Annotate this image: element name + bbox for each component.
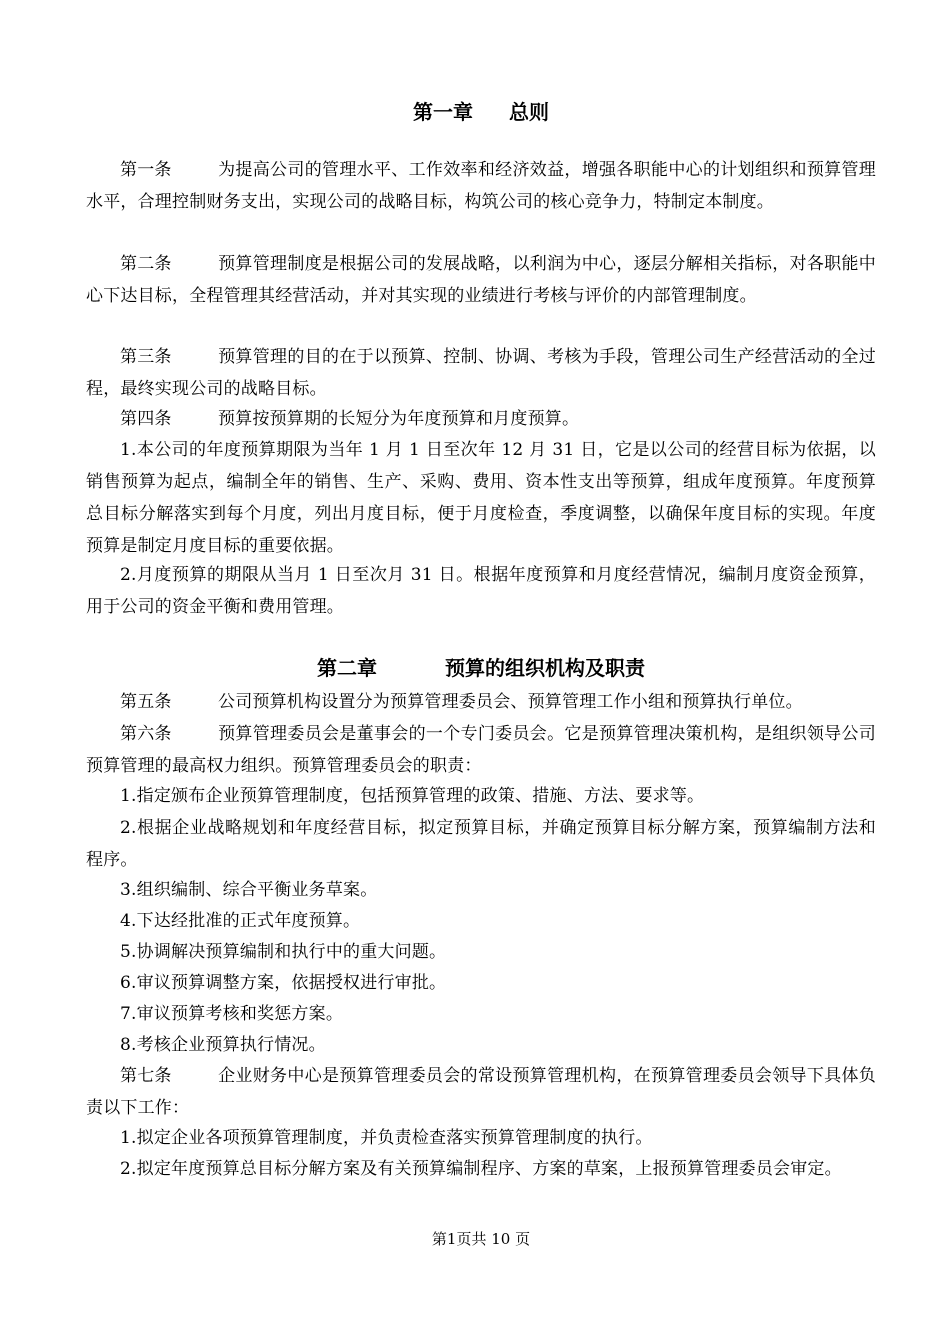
article-6-item-1: 1.指定颁布企业预算管理制度，包括预算管理的政策、措施、方法、要求等。	[120, 786, 705, 806]
article-6-item-6: 6.审议预算调整方案，依据授权进行审批。	[120, 973, 447, 993]
article-4-item-1: 1.本公司的年度预算期限为当年 1 月 1 日至次年 12 月 31 日，它是以公司的经营目标为依据，以销售预算为起点，编制全年的销售、生产、采购、费用、资本性支出等预算，组成年度预算。年度预算总目标分解落实到每个月度，列出月度目标，便于月度检查，季度调整，以确保年度目标的实现。年度预算是制定月度目标的重要依据。	[86, 440, 876, 556]
article-6-item-5: 5.协调解决预算编制和执行中的重大问题。	[120, 942, 447, 962]
chapter-2-name: 预算的组织机构及职责	[445, 656, 645, 680]
article-6	[86, 718, 876, 782]
chapter-1-name: 总则	[509, 100, 549, 124]
article-4-text: 预算按预算期的长短分为年度预算和月度预算。	[218, 409, 580, 429]
chapter-1-title	[86, 96, 876, 125]
article-6-label: 第六条	[120, 724, 172, 744]
article-6-item-2: 2.根据企业战略规划和年度经营目标，拟定预算目标，并确定预算目标分解方案，预算编制方法和程序。	[86, 818, 876, 870]
article-2-label: 第二条	[120, 254, 172, 274]
article-3-text: 预算管理的目的在于以预算、控制、协调、考核为手段，管理公司生产经营活动的全过程，最终实现公司的战略目标。	[86, 347, 876, 399]
article-7-item-1: 1.拟定企业各项预算管理制度，并负责检查落实预算管理制度的执行。	[120, 1128, 653, 1148]
article-4-item-2: 2.月度预算的期限从当月 1 日至次月 31 日。根据年度预算和月度经营情况，编制月度资金预算，用于公司的资金平衡和费用管理。	[86, 565, 876, 617]
chapter-2-title	[86, 652, 876, 681]
article-1	[86, 154, 876, 218]
article-4	[86, 403, 876, 435]
chapter-1-number: 第一章	[413, 100, 473, 124]
article-2	[86, 248, 876, 312]
article-5-label: 第五条	[120, 692, 172, 712]
article-1-text: 为提高公司的管理水平、工作效率和经济效益，增强各职能中心的计划组织和预算管理水平，合理控制财务支出，实现公司的战略目标，构筑公司的核心竞争力，特制定本制度。	[86, 160, 876, 212]
article-2-text: 预算管理制度是根据公司的发展战略，以利润为中心，逐层分解相关指标，对各职能中心下达目标，全程管理其经营活动，并对其实现的业绩进行考核与评价的内部管理制度。	[86, 254, 876, 306]
article-6-item-4: 4.下达经批准的正式年度预算。	[120, 911, 361, 931]
article-1-label: 第一条	[120, 160, 172, 180]
article-6-item-8: 8.考核企业预算执行情况。	[120, 1035, 326, 1055]
page-footer: 第1页共 10 页	[431, 1230, 531, 1248]
article-3-label: 第三条	[120, 347, 172, 367]
chapter-2-number: 第二章	[317, 656, 377, 680]
document-page	[86, 0, 876, 1344]
article-6-item-3: 3.组织编制、综合平衡业务草案。	[120, 880, 378, 900]
article-6-text: 预算管理委员会是董事会的一个专门委员会。它是预算管理决策机构，是组织领导公司预算管理的最高权力组织。预算管理委员会的职责：	[86, 724, 876, 776]
article-6-item-7: 7.审议预算考核和奖惩方案。	[120, 1004, 344, 1024]
article-5	[86, 686, 876, 718]
article-7-label: 第七条	[120, 1066, 172, 1086]
article-3	[86, 341, 876, 405]
article-7-item-2: 2.拟定年度预算总目标分解方案及有关预算编制程序、方案的草案，上报预算管理委员会审定。	[120, 1159, 842, 1179]
article-4-label: 第四条	[120, 409, 172, 429]
article-7	[86, 1060, 876, 1124]
article-5-text: 公司预算机构设置分为预算管理委员会、预算管理工作小组和预算执行单位。	[218, 692, 803, 712]
article-7-text: 企业财务中心是预算管理委员会的常设预算管理机构，在预算管理委员会领导下具体负责以下工作：	[86, 1066, 876, 1118]
